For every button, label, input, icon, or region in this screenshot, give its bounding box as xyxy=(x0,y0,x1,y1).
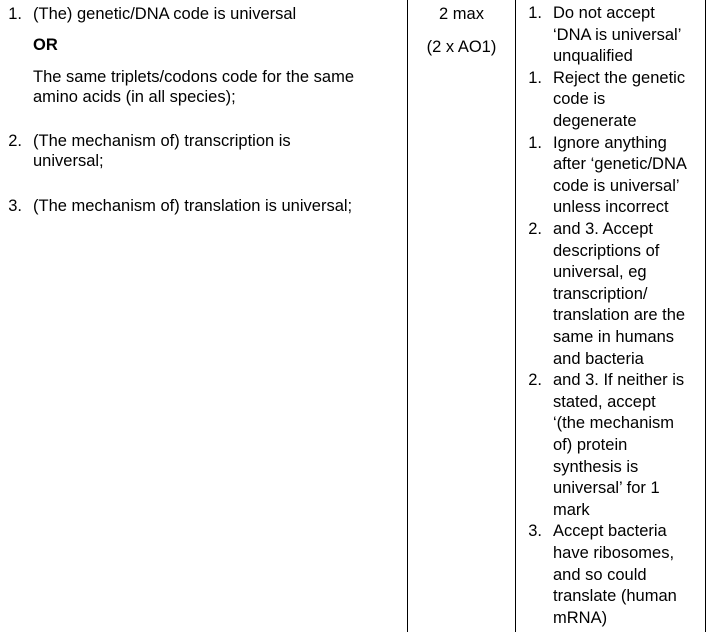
answer-item xyxy=(0,195,400,219)
guidance-number: 1. xyxy=(528,4,542,22)
guidance-text: and 3. If neither is xyxy=(553,371,685,390)
guidance-text: ‘(the mechanism xyxy=(553,414,675,433)
guidance-text: universal’ for 1 xyxy=(553,479,660,498)
answer-number: 1. xyxy=(8,5,22,23)
guidance-text: transcription/ xyxy=(553,284,648,303)
guidance-text: after ‘genetic/DNA xyxy=(553,155,687,174)
guidance-text: stated, accept xyxy=(553,392,656,411)
answer-item xyxy=(0,3,400,27)
guidance-text: Reject the genetic xyxy=(553,68,686,87)
answer-item xyxy=(0,130,400,176)
guidance-text: unqualified xyxy=(553,47,633,66)
answer-item xyxy=(0,66,400,112)
marks-max: 2 max xyxy=(439,5,484,23)
column-divider xyxy=(515,0,516,632)
guidance-text: and bacteria xyxy=(553,349,644,368)
answer-text: (The mechanism of) transcription is xyxy=(33,132,291,150)
answer-text: The same triplets/codons code for the same xyxy=(33,68,354,86)
guidance-number: 2. xyxy=(528,220,542,238)
guidance-number: 2. xyxy=(528,371,542,390)
or-label: OR xyxy=(33,36,58,54)
or-separator xyxy=(0,34,400,58)
marks-ao: (2 x AO1) xyxy=(426,38,497,56)
answer-number: 3. xyxy=(8,197,22,215)
column-divider xyxy=(407,0,408,632)
guidance-text: synthesis is xyxy=(553,457,639,476)
answer-text: universal; xyxy=(33,152,104,170)
guidance-text: translation are the xyxy=(553,306,686,325)
guidance-text: Ignore anything xyxy=(553,133,667,152)
answer-text: (The mechanism of) translation is universal; xyxy=(33,197,353,215)
guidance-text: code is xyxy=(553,90,606,109)
guidance-text: and 3. Accept xyxy=(553,220,653,238)
guidance-text: unless incorrect xyxy=(553,198,669,217)
answer-text: amino acids (in all species); xyxy=(33,88,236,106)
guidance-text: and so could xyxy=(553,565,647,584)
guidance-text: ‘DNA is universal’ xyxy=(553,25,682,44)
guidance-text: code is universal’ xyxy=(553,176,680,195)
guidance-text: Accept bacteria xyxy=(553,522,667,541)
guidance-text: descriptions of xyxy=(553,241,660,260)
guidance-text: have ribosomes, xyxy=(553,544,675,562)
guidance-text: degenerate xyxy=(553,112,637,130)
guidance-text: of) protein xyxy=(553,436,628,454)
guidance-text: universal, eg xyxy=(553,263,647,282)
guidance-number: 1. xyxy=(528,68,542,87)
answer-number: 2. xyxy=(8,132,22,150)
guidance-text: mark xyxy=(553,500,590,519)
guidance-text: Do not accept xyxy=(553,4,655,22)
guidance-text: mRNA) xyxy=(553,608,608,627)
guidance-text: same in humans xyxy=(553,328,675,346)
answer-text: (The) genetic/DNA code is universal xyxy=(33,5,297,23)
guidance-number: 1. xyxy=(528,133,542,152)
guidance-text: translate (human xyxy=(553,587,677,606)
guidance-number: 3. xyxy=(528,522,542,541)
